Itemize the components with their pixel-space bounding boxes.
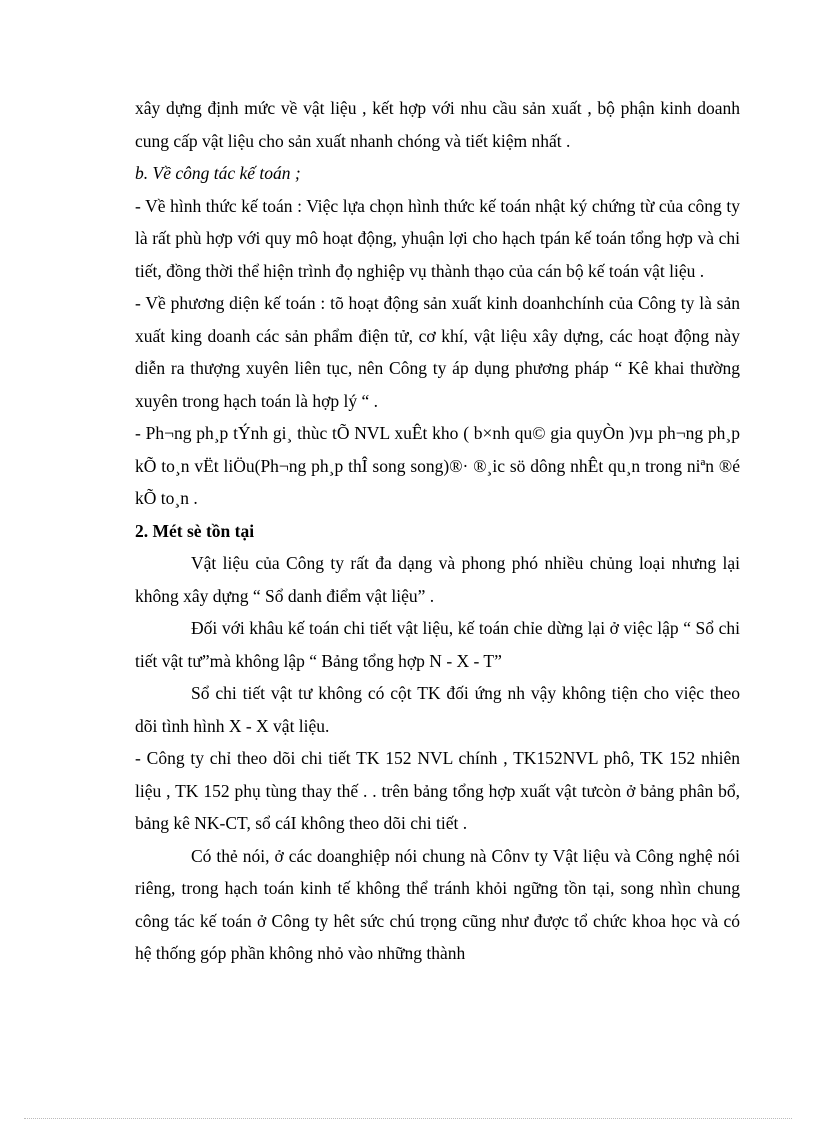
page-bottom-divider	[24, 1118, 792, 1119]
paragraph-accounting-method: - Về phương diện kế toán : tõ hoạt động sản xuất kinh doanhchính của Công ty là sản xuất king doanh các sản phẩm điện tử, cơ khí, vật liệu xây dựng, các hoạt động này diễn ra thượng xuyên liên tục, nên Công ty áp dụng phương pháp “ Kê khai thường xuyên trong hạch toán là hợp lý “ .	[135, 293, 740, 411]
section-heading-shortcomings: 2. Mét sè tồn tại	[135, 520, 255, 541]
paragraph-tk152-tracking: - Công ty chỉ theo dõi chi tiết TK 152 NVL chính , TK152NVL phô, TK 152 nhiên liệu , TK 152 phụ tùng thay thế . . trên bảng tổng hợp xuất vật tưcòn ở bảng phân bổ, bảng kê NK-CT, sổ cáI không theo dõi chi tiết .	[135, 748, 740, 833]
paragraph-conclusion: Có thẻ nói, ở các doanghiệp nói chung nà Cônv ty Vật liệu và Công nghệ nói riêng, trong hạch toán kinh tế không thể tránh khỏi ngững tồn tại, song nhìn chung công tác kế toán ở Công ty hêt sức chú trọng cũng như được tổ chức khoa học và có hệ thống góp phần không nhỏ vào những thành	[135, 845, 740, 963]
paragraph-costing-method: - Ph¬ng ph¸p tÝnh gi¸ thùc tÕ NVL xuÊt kho ( b×nh qu© gia quyÒn )vµ ph¬ng ph¸p kÕ to¸n vËt liÖu(Ph¬ng ph¸p thÎ song song)®· ®¸ic sö dông nhÊt qu¸n trong niªn ®é kÕ to¸n .	[135, 423, 740, 508]
paragraph-accounting-form: - Về hình thức kế toán : Việc lựa chọn hình thức kế toán nhật ký chứng từ của công ty là rất phù hợp với quy mô hoạt động, yhuận lợi cho hạch tpán kế toán tổng hợp và chi tiết, đồng thời thể hiện trình đọ nghiệp vụ thành thạo của cán bộ kế toán vật liệu .	[135, 195, 740, 281]
paragraph-material-norms: xây dựng định mức về vật liệu , kết hợp với nhu cầu sản xuất , bộ phận kinh doanh cung cấp vật liệu cho sản xuất nhanh chóng và tiết kiệm nhất .	[135, 98, 740, 151]
paragraph-material-variety: Vật liệu của Công ty rất đa dạng và phong phó nhiều chủng loại nhưng lại không xây dựng “ Sổ danh điểm vật liệu” .	[135, 553, 740, 606]
paragraph-detail-accounting: Đối với khâu kế toán chi tiết vật liệu, kế toán chỉe dừng lại ở việc lập “ Sổ chi tiết vật tư”mà không lập “ Bảng tổng hợp N - X - T”	[135, 618, 740, 671]
section-heading-accounting: b. Về công tác kế toán ;	[135, 163, 301, 183]
document-body	[135, 92, 740, 970]
paragraph-ledger-columns: Sổ chi tiết vật tư không có cột TK đối ứng nh vậy không tiện cho việc theo dõi tình hình X - X vật liệu.	[135, 683, 740, 736]
